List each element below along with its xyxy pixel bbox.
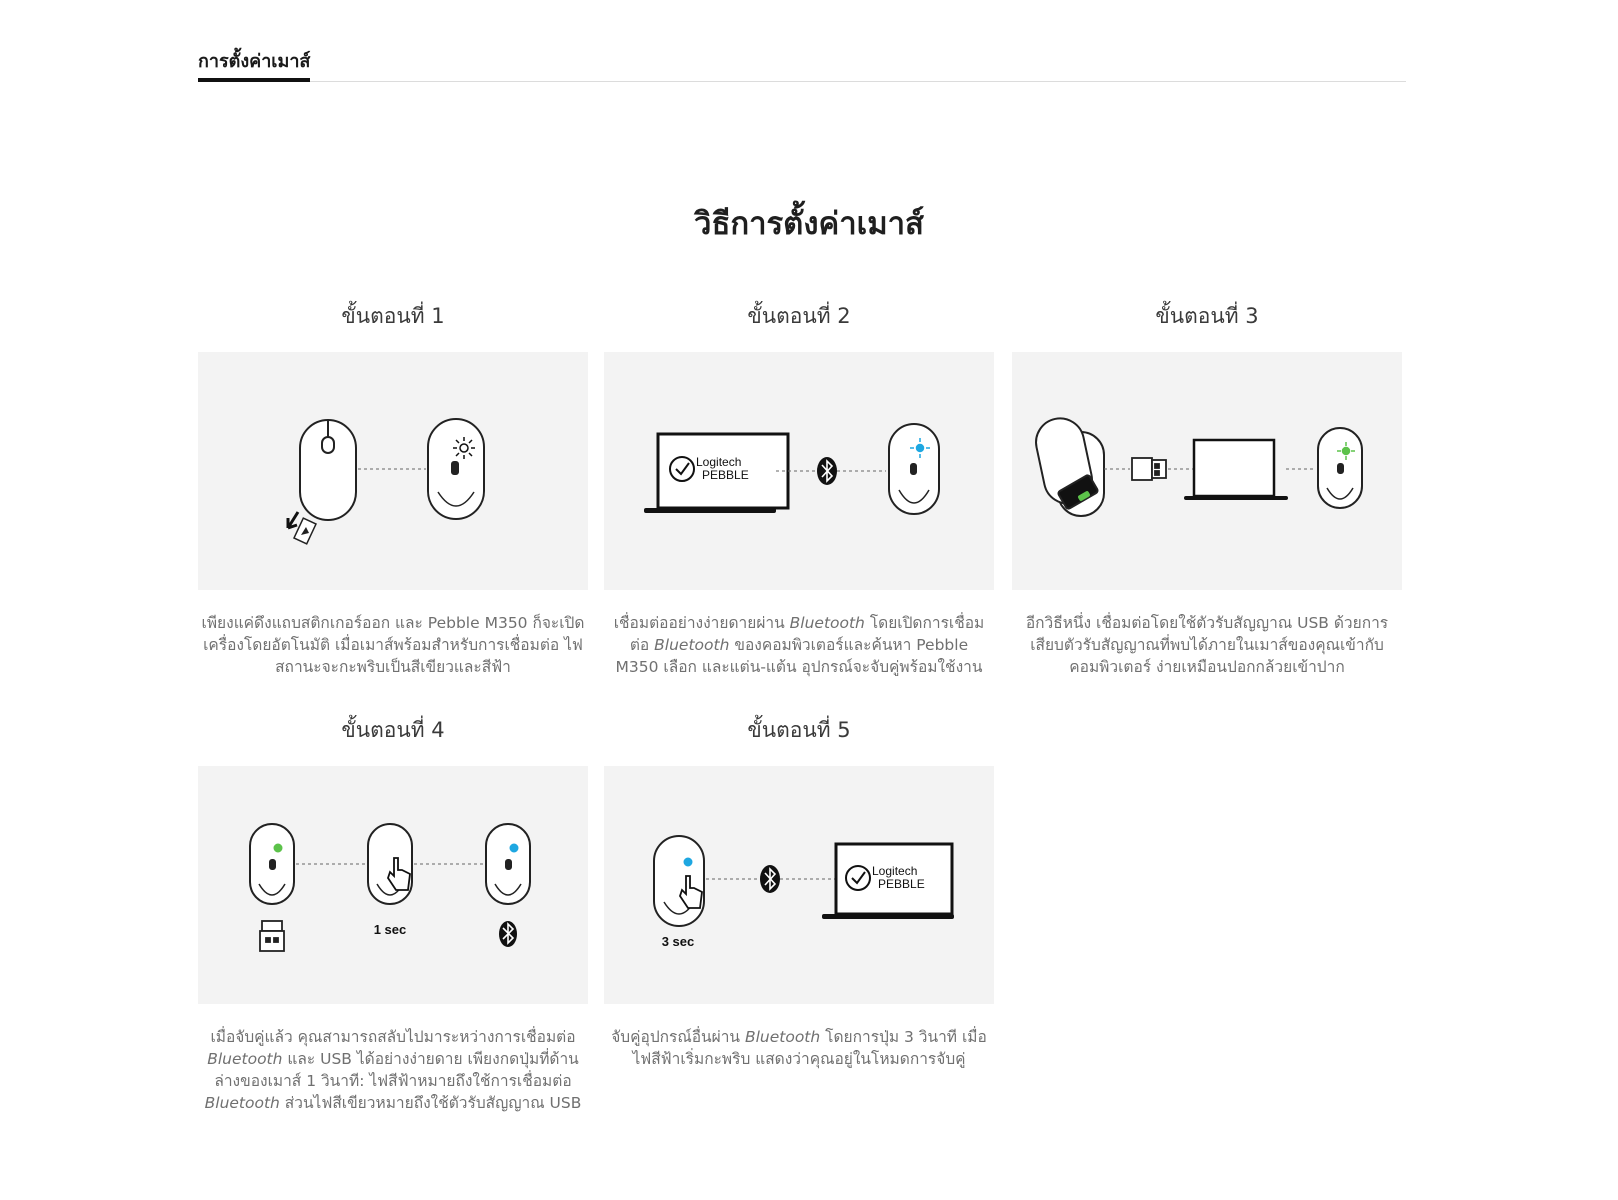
step-description: เพียงแค่ดึงแถบสติกเกอร์ออก และ Pebble M350 ก็จะเปิดเครื่องโดยอัตโนมัติ เมื่อเมาส์พร้อมสำหรับการเชื่อมต่อ ไฟสถานะจะกะพริบเป็นสีเขียวและสีฟ้า bbox=[201, 614, 585, 676]
pull-tab-illustration bbox=[198, 352, 588, 590]
step-illustration bbox=[604, 352, 994, 590]
mouse-bottom-icon bbox=[889, 424, 939, 514]
press-duration-label: 3 sec bbox=[661, 934, 695, 949]
step-title: ขั้นตอนที่ 3 bbox=[1155, 304, 1259, 328]
mouse-icon bbox=[300, 420, 356, 520]
switch-connection-illustration bbox=[198, 766, 588, 1004]
step-title: ขั้นตอนที่ 4 bbox=[341, 718, 445, 742]
step-illustration bbox=[198, 352, 588, 590]
press-duration-label: 1 sec bbox=[373, 922, 407, 937]
step-illustration bbox=[604, 766, 994, 1004]
usb-receiver-icon bbox=[1132, 458, 1166, 480]
step-title: ขั้นตอนที่ 2 bbox=[747, 304, 851, 328]
step-4 bbox=[198, 714, 588, 1114]
step-2 bbox=[604, 300, 994, 678]
svg-text:Logitech: Logitech bbox=[696, 455, 742, 469]
mouse-bottom-green-icon bbox=[250, 824, 294, 904]
step-1 bbox=[198, 300, 588, 678]
svg-text:PEBBLE: PEBBLE bbox=[878, 877, 925, 891]
laptop-icon bbox=[644, 434, 788, 513]
bluetooth-icon bbox=[760, 865, 780, 893]
page-title: วิธีการตั้งค่าเมาส์ bbox=[694, 206, 924, 242]
usb-receiver-icon bbox=[260, 921, 284, 951]
step-illustration bbox=[1012, 352, 1402, 590]
bluetooth-pairing-illustration bbox=[604, 352, 994, 590]
bluetooth-icon bbox=[499, 921, 517, 947]
mouse-press-icon bbox=[654, 836, 704, 926]
laptop-icon bbox=[1184, 440, 1288, 500]
svg-text:Logitech: Logitech bbox=[872, 864, 918, 878]
step-5 bbox=[604, 714, 994, 1070]
svg-text:PEBBLE: PEBBLE bbox=[702, 468, 749, 482]
bluetooth-icon bbox=[817, 457, 837, 485]
tab-mouse-setup[interactable]: การตั้งค่าเมาส์ bbox=[198, 46, 310, 82]
led-blink-icon bbox=[453, 437, 475, 459]
step-title: ขั้นตอนที่ 5 bbox=[747, 718, 851, 742]
step-illustration bbox=[198, 766, 588, 1004]
step-3 bbox=[1012, 300, 1402, 678]
step-description: อีกวิธีหนึ่ง เชื่อมต่อโดยใช้ตัวรับสัญญาณ USB ด้วยการเสียบตัวรับสัญญาณที่พบได้ภายในเมาส์ของคุณเข้ากับคอมพิวเตอร์ ง่ายเหมือนปอกกล้วยเข้าปาก bbox=[1025, 614, 1389, 676]
pair-new-device-illustration bbox=[604, 766, 994, 1004]
laptop-icon bbox=[822, 844, 954, 919]
tab-bar bbox=[198, 40, 1406, 82]
pull-tab-icon bbox=[288, 512, 316, 544]
step-description: เชื่อมต่ออย่างง่ายดายผ่าน Bluetooth โดยเปิดการเชื่อมต่อ Bluetooth ของคอมพิวเตอร์และค้นหา Pebble M350 เลือก และแต่น-แต้น อุปกรณ์จะจับคู่พร้อมใช้งาน bbox=[613, 614, 985, 676]
usb-receiver-illustration bbox=[1012, 352, 1402, 590]
mouse-press-icon bbox=[368, 824, 412, 904]
mouse-bottom-icon bbox=[1318, 428, 1362, 508]
mouse-bottom-blue-icon bbox=[486, 824, 530, 904]
mouse-open-icon bbox=[1032, 414, 1104, 516]
step-description: เมื่อจับคู่แล้ว คุณสามารถสลับไปมาระหว่างการเชื่อมต่อ Bluetooth และ USB ได้อย่างง่ายดาย เพียงกดปุ่มที่ด้านล่างของเมาส์ 1 วินาที: ไฟสีฟ้าหมายถึงใช้การเชื่อมต่อ Bluetooth ส่วนไฟสีเขียวหมายถึงใช้ตัวรับสัญญาณ USB bbox=[204, 1028, 582, 1112]
step-description: จับคู่อุปกรณ์อื่นผ่าน Bluetooth โดยการปุ่ม 3 วินาที เมื่อไฟสีฟ้าเริ่มกะพริบ แสดงว่าคุณอยู่ในโหมดการจับคู่ bbox=[611, 1028, 987, 1068]
step-title: ขั้นตอนที่ 1 bbox=[341, 304, 445, 328]
mouse-bottom-icon bbox=[428, 419, 484, 519]
